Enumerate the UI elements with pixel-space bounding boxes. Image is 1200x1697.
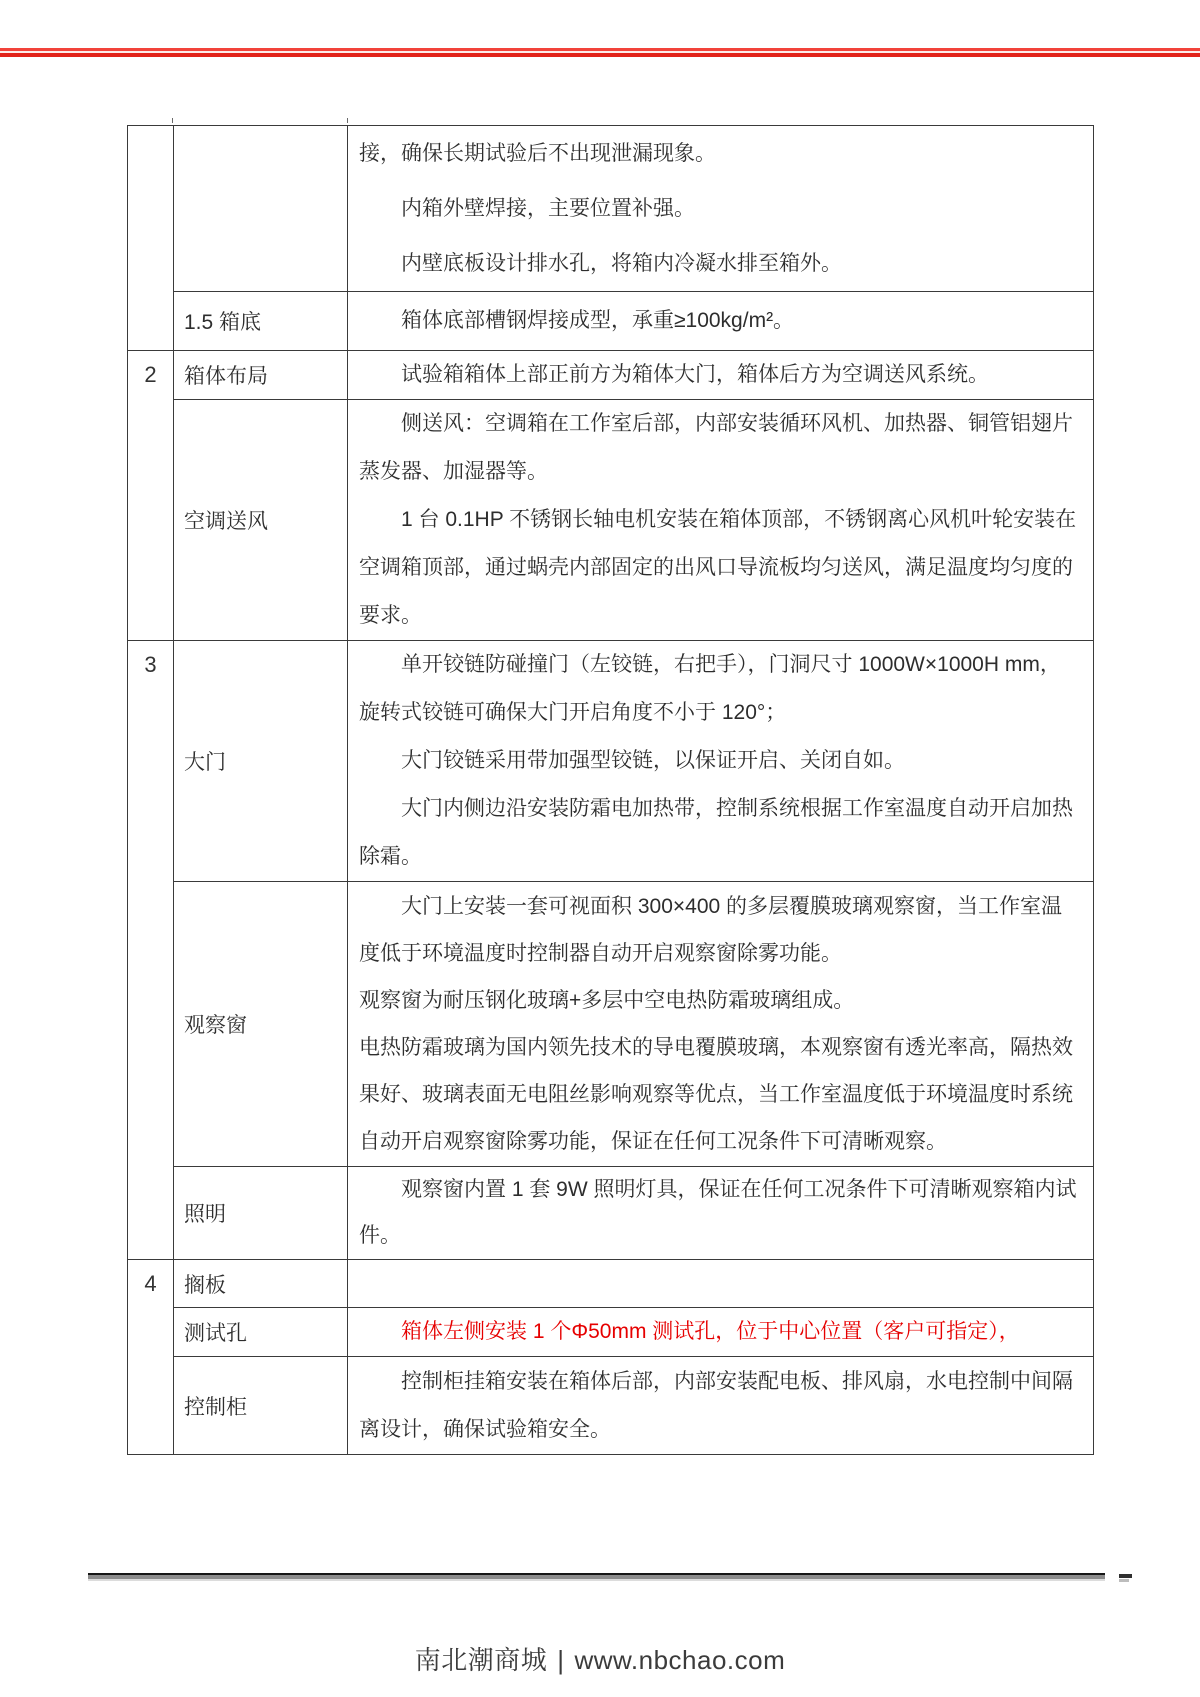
spec-text-line: 自动开启观察窗除雾功能，保证在任何工况条件下可清晰观察。: [359, 1130, 947, 1153]
row-content-cell: [348, 292, 1094, 351]
row-label-cell: 大门: [174, 641, 348, 882]
footer-url: www.nbchao.com: [574, 1645, 786, 1675]
spec-text-line: 控制柜挂箱安装在箱体后部，内部安装配电板、排风扇，水电控制中间隔: [401, 1369, 1073, 1393]
row-content-cell: [348, 400, 1094, 641]
spec-text-line: 内箱外壁焊接，主要位置补强。: [401, 197, 695, 220]
spec-text-line: 内壁底板设计排水孔，将箱内冷凝水排至箱外。: [401, 252, 842, 275]
spec-text-line: 1 台 0.1HP 不锈钢长轴电机安装在箱体顶部，不锈钢离心风机叶轮安装在: [401, 508, 1077, 531]
page-corner-mark: [1119, 1579, 1129, 1582]
footer-separator: |: [557, 1645, 565, 1675]
row-number-cell: 2: [128, 351, 174, 641]
spec-text-line: 侧送风：空调箱在工作室后部，内部安装循环风机、加热器、铜管铝翅片: [401, 412, 1073, 435]
spec-text-line: 试验箱箱体上部正前方为箱体大门，箱体后方为空调送风系统。: [401, 363, 989, 386]
table-continuation-tick: [347, 118, 348, 123]
spec-text-line: 接，确保长期试验后不出现泄漏现象。: [359, 142, 716, 165]
row-label-cell: 控制柜: [174, 1357, 348, 1455]
row-content-cell: [348, 1167, 1094, 1260]
spec-text-line: 大门内侧边沿安装防霜电加热带，控制系统根据工作室温度自动开启加热: [401, 797, 1073, 820]
row-label-cell: 箱体布局: [174, 351, 348, 400]
footer-site-credit: [0, 1640, 1200, 1677]
row-label-cell: [174, 126, 348, 292]
spec-text-line: 除霜。: [359, 845, 422, 868]
row-content-cell: [348, 1357, 1094, 1455]
row-content-cell: [348, 882, 1094, 1167]
footer-divider-bar: [88, 1573, 1105, 1581]
spec-text-line: 要求。: [359, 604, 422, 627]
spec-text-line: 果好、玻璃表面无电阻丝影响观察等优点，当工作室温度低于环境温度时系统: [359, 1083, 1073, 1106]
row-content-cell: [348, 126, 1094, 292]
spec-text-line: 大门上安装一套可视面积 300×400 的多层覆膜玻璃观察窗，当工作室温: [401, 895, 1063, 918]
row-number-cell: 4: [128, 1260, 174, 1455]
row-number-cell: [128, 126, 174, 351]
footer-brand: 南北潮商城: [414, 1645, 548, 1675]
spec-text-line: 空调箱顶部，通过蜗壳内部固定的出风口导流板均匀送风，满足温度均匀度的: [359, 556, 1073, 579]
row-content-cell: [348, 641, 1094, 882]
spec-text-line: 箱体底部槽钢焊接成型，承重≥100kg/m²。: [401, 309, 795, 332]
spec-text-line: 大门铰链采用带加强型铰链，以保证开启、关闭自如。: [401, 749, 905, 772]
row-label-cell: 观察窗: [174, 882, 348, 1167]
spec-text-line: 单开铰链防碰撞门（左铰链，右把手），门洞尺寸 1000W×1000H mm，: [401, 653, 1061, 676]
top-double-red-rule: [0, 48, 1200, 57]
spec-text-line: 件。: [359, 1224, 401, 1247]
spec-text-line: 观察窗为耐压钢化玻璃+多层中空电热防霜玻璃组成。: [359, 989, 855, 1012]
spec-table: [127, 125, 1094, 1455]
spec-text-line: 旋转式铰链可确保大门开启角度不小于 120°；: [359, 701, 787, 724]
row-content-cell: [348, 1308, 1094, 1357]
spec-text-line-highlighted: 箱体左侧安装 1 个Φ50mm 测试孔，位于中心位置（客户可指定），: [401, 1320, 1020, 1343]
row-label-cell: 1.5 箱底: [174, 292, 348, 351]
page-corner-mark: [1119, 1574, 1132, 1578]
table-continuation-tick: [172, 118, 173, 123]
spec-text-line: 离设计，确保试验箱安全。: [359, 1417, 611, 1441]
spec-text-line: 观察窗内置 1 套 9W 照明灯具，保证在任何工况条件下可清晰观察箱内试: [401, 1178, 1077, 1201]
spec-text-line: 度低于环境温度时控制器自动开启观察窗除雾功能。: [359, 942, 842, 965]
row-number-cell: 3: [128, 641, 174, 1260]
spec-text-line: 蒸发器、加湿器等。: [359, 460, 548, 483]
row-label-cell: 空调送风: [174, 400, 348, 641]
row-label-cell: 测试孔: [174, 1308, 348, 1357]
row-label-cell: 照明: [174, 1167, 348, 1260]
row-content-cell: [348, 351, 1094, 400]
spec-text-line: 电热防霜玻璃为国内领先技术的导电覆膜玻璃，本观察窗有透光率高，隔热效: [359, 1036, 1073, 1059]
row-label-cell: 搁板: [174, 1260, 348, 1308]
row-content-cell: [348, 1260, 1094, 1308]
